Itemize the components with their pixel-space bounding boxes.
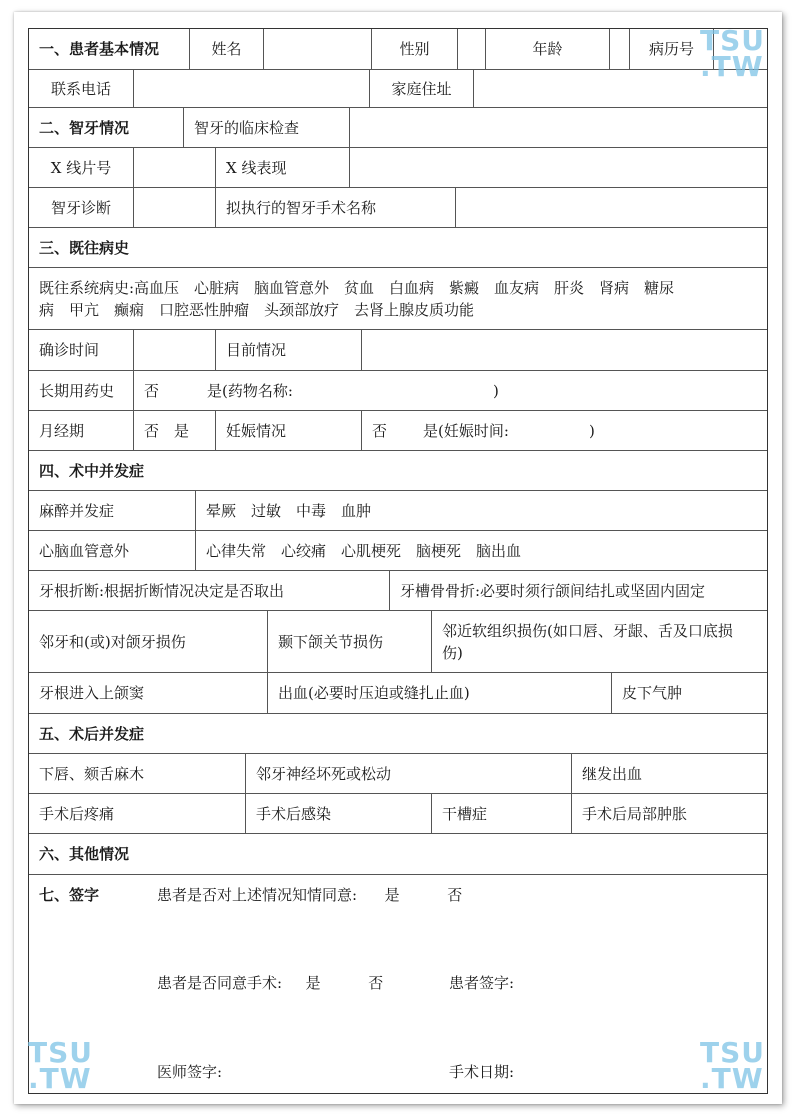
pregnancy-label: 妊娠情况 <box>215 411 361 450</box>
medication-label: 长期用药史 <box>39 381 115 400</box>
xray-number-label: X 线片号 <box>50 158 112 177</box>
pregnancy-no-option[interactable]: 否 <box>372 421 388 440</box>
watermark-bottom-right: TSU .TW <box>700 1036 766 1095</box>
anesthesia-label: 麻醉并发症 <box>39 501 115 520</box>
row-diagnosis-time <box>29 330 767 371</box>
pregnancy-close-paren: ) <box>588 421 595 440</box>
postop-pain: 手术后疼痛 <box>39 804 115 823</box>
diagnosis-time-label: 确诊时间 <box>39 341 100 359</box>
row-menstrual-pregnancy <box>29 411 767 451</box>
dry-socket: 干槽症 <box>431 794 571 833</box>
row-wisdom-tooth-header <box>29 108 767 148</box>
surgery-consent-question: 患者是否同意手术: <box>157 974 283 992</box>
cardiovascular-items: 心律失常 心绞痛 心肌梗死 脑梗死 脑出血 <box>195 531 767 570</box>
phone-label: 联系电话 <box>50 79 111 98</box>
consent-no-option[interactable]: 否 <box>368 974 384 992</box>
gender-label: 性别 <box>371 29 457 69</box>
row-medication <box>29 371 767 411</box>
row-cardiovascular <box>29 531 767 571</box>
row-history-header <box>29 228 767 268</box>
row-diagnosis <box>29 188 767 228</box>
doctor-signature-label[interactable]: 医师签字: <box>157 1063 223 1081</box>
surgery-name-field[interactable] <box>455 188 767 227</box>
systemic-history-line-2: 病 甲亢 癫痫 口腔恶性肿瘤 头颈部放疗 去肾上腺皮质功能 <box>39 300 475 319</box>
surgery-name-label: 拟执行的智牙手术名称 <box>215 188 455 227</box>
subcutaneous-emphysema: 皮下气肿 <box>611 673 767 713</box>
root-into-sinus: 牙根进入上颌窦 <box>39 684 145 702</box>
postop-swelling: 手术后局部肿胀 <box>571 794 767 833</box>
pregnancy-yes-option[interactable]: 是(妊娠时间: <box>423 421 509 440</box>
consent-yes-option[interactable]: 是 <box>305 974 321 992</box>
secondary-bleeding: 继发出血 <box>571 754 767 793</box>
row-postop-2 <box>29 794 767 834</box>
xray-number-field[interactable] <box>133 148 215 187</box>
alveolar-fracture-text: 牙槽骨骨折:必要时须行颌间结扎或坚固内固定 <box>389 571 767 610</box>
record-number-label: 病历号 <box>629 29 713 69</box>
row-other-header <box>29 834 767 875</box>
row-anesthesia <box>29 491 767 531</box>
medication-no-option[interactable]: 否 <box>144 381 160 400</box>
informed-consent-line <box>157 884 462 905</box>
name-field[interactable] <box>263 29 371 69</box>
age-field[interactable] <box>609 29 629 69</box>
informed-consent-question: 患者是否对上述情况知情同意: <box>157 886 358 904</box>
row-signatures <box>29 875 767 1093</box>
clinical-exam-label: 智牙的临床检查 <box>183 108 349 147</box>
adjacent-nerve-necrosis: 邻牙神经坏死或松动 <box>245 754 571 793</box>
soft-tissue-line-1: 邻近软组织损伤(如口唇、牙龈、舌及口底损 <box>442 621 733 640</box>
cardiovascular-label: 心脑血管意外 <box>39 541 130 560</box>
section-7-title: 七、签字 <box>39 886 100 904</box>
row-fractures <box>29 571 767 611</box>
row-basic-info <box>29 29 767 70</box>
row-postop-header <box>29 714 767 754</box>
medication-yes-option[interactable]: 是(药物名称: <box>207 381 293 400</box>
medication-options <box>133 371 767 410</box>
systemic-history-text <box>29 268 767 329</box>
patient-signature-label[interactable]: 患者签字: <box>449 974 515 992</box>
name-label: 姓名 <box>189 29 263 69</box>
row-sinus-bleeding <box>29 673 767 714</box>
medication-close-paren: ) <box>492 381 499 400</box>
section-4-title: 四、术中并发症 <box>39 461 145 480</box>
row-intraop-header <box>29 451 767 491</box>
xray-finding-field[interactable] <box>349 148 767 187</box>
surgery-consent-line <box>157 972 383 993</box>
tmj-injury: 颞下颌关节损伤 <box>267 611 431 672</box>
informed-no-option[interactable]: 否 <box>447 886 463 904</box>
clinical-exam-field[interactable] <box>349 108 767 147</box>
diagnosis-field[interactable] <box>133 188 215 227</box>
age-label: 年龄 <box>485 29 609 69</box>
xray-finding-label: X 线表现 <box>215 148 349 187</box>
postop-infection: 手术后感染 <box>245 794 431 833</box>
address-label: 家庭住址 <box>369 70 473 107</box>
consent-form-table <box>28 24 768 1094</box>
anesthesia-items: 晕厥 过敏 中毒 血肿 <box>195 491 767 530</box>
row-xray <box>29 148 767 188</box>
section-6-title: 六、其他情况 <box>39 845 130 863</box>
gender-field[interactable] <box>457 29 485 69</box>
informed-yes-option[interactable]: 是 <box>384 886 400 904</box>
pregnancy-options <box>361 411 767 450</box>
menstrual-options[interactable]: 否 是 <box>133 411 215 450</box>
menstrual-label: 月经期 <box>39 421 85 440</box>
section-5-title: 五、术后并发症 <box>39 724 145 743</box>
lip-tongue-numbness: 下唇、颏舌麻木 <box>39 764 145 783</box>
watermark-top-right: TSU .TW <box>700 24 766 83</box>
diagnosis-label: 智牙诊断 <box>50 198 111 217</box>
section-2-title: 二、智牙情况 <box>39 118 130 137</box>
current-status-field[interactable] <box>361 330 767 370</box>
watermark-bottom-left: TSU .TW <box>28 1036 94 1095</box>
row-systemic-history <box>29 268 767 330</box>
section-1-title: 一、患者基本情况 <box>39 40 160 58</box>
row-contact <box>29 70 767 108</box>
root-fracture-text: 牙根折断:根据折断情况决定是否取出 <box>39 581 285 600</box>
diagnosis-time-field[interactable] <box>133 330 215 370</box>
section-3-title: 三、既往病史 <box>39 238 130 257</box>
systemic-history-line-1: 既往系统病史:高血压 心脏病 脑血管意外 贫血 白血病 紫癜 血友病 肝炎 肾病 糖尿 <box>39 278 675 297</box>
phone-field[interactable] <box>133 70 369 107</box>
soft-tissue-injury <box>431 611 767 672</box>
row-postop-1 <box>29 754 767 794</box>
surgery-date-label[interactable]: 手术日期: <box>449 1063 515 1081</box>
current-status-label: 目前情况 <box>215 330 361 370</box>
row-adjacent-injuries <box>29 611 767 673</box>
adjacent-teeth-injury: 邻牙和(或)对颌牙损伤 <box>39 632 186 651</box>
soft-tissue-line-2: 伤) <box>442 643 463 662</box>
bleeding-text: 出血(必要时压迫或缝扎止血) <box>267 673 611 713</box>
